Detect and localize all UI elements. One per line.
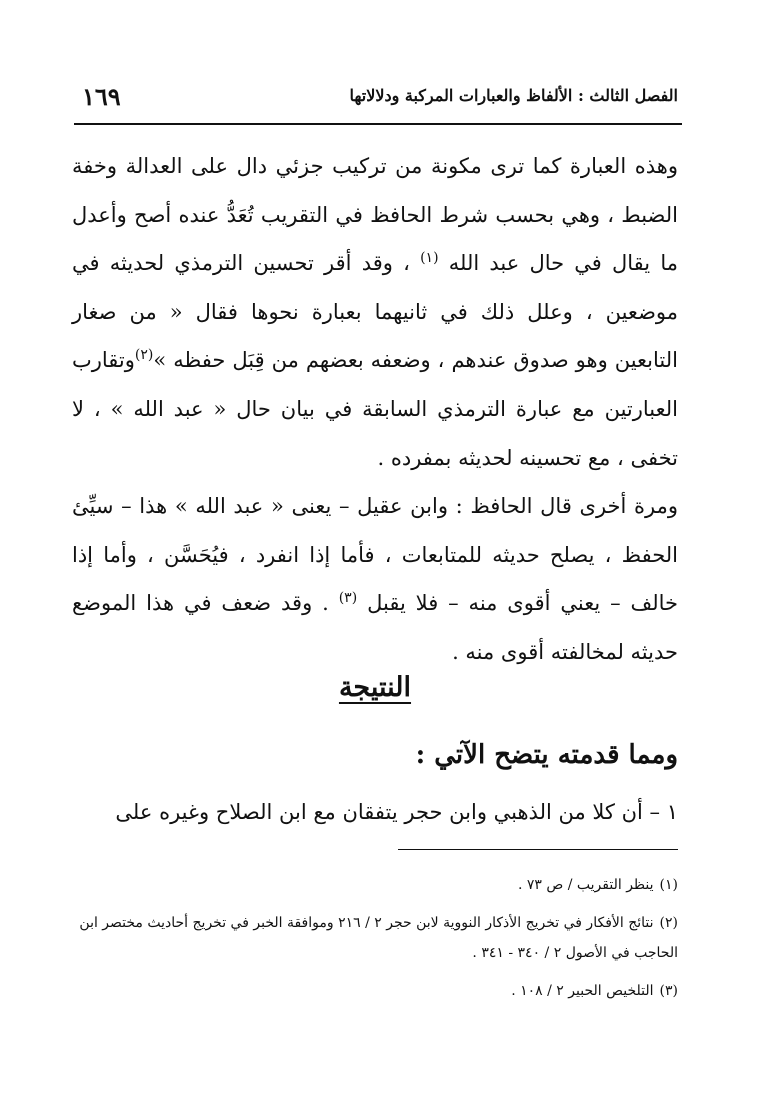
paragraph-1-part-3: وتقارب العبارتين مع عبارة الترمذي السابقة في بيان حال « عبد الله » ، لا تخفى ، مع تحسينه لحديثه بمفرده . (72, 348, 678, 470)
conclusion-point-1: ١ – أن كلا من الذهبي وابن حجر يتفقان مع ابن الصلاح وغيره على (115, 800, 678, 824)
running-header (78, 82, 678, 116)
main-text (72, 142, 678, 677)
paragraph-1 (72, 142, 678, 482)
footnote-1 (72, 870, 678, 900)
footnote-text: ينظر التقريب / ص ٧٣ . (517, 877, 654, 893)
conclusion-lead: ومما قدمته يتضح الآتي : (415, 740, 678, 770)
footnote-number: (٣) (659, 983, 678, 999)
paragraph-2-part-2: . وقد ضعف في هذا الموضع حديثه لمخالفته أقوى منه . (72, 591, 678, 664)
page-number: ١٦٩ (82, 82, 121, 111)
section-heading-text: النتيجة (338, 672, 412, 703)
paragraph-2 (72, 482, 678, 676)
paragraph-2-part-1: ومرة أخرى قال الحافظ : وابن عقيل – يعنى « عبد الله » هذا – سيِّئ الحفظ ، يصلح حديثه للمتابعات ، فأما إذا انفرد ، فيُحَسَّن ، وأما إذا خالف – يعني أقوى منه – فلا يقبل (72, 494, 678, 616)
paragraph-1-part-2: ، وقد أقر تحسين الترمذي لحديثه في موضعين ، وعلل ذلك في ثانيهما بعبارة نحوها فقال « من صغار التابعين وهو صدوق عندهم ، وضعفه بعضهم من قِبَل حفظه » (72, 251, 678, 373)
footnote-rule (398, 849, 678, 850)
footnote-ref-1: (١) (420, 250, 439, 267)
footnote-number: (١) (659, 877, 678, 893)
paragraph-1-part-1: وهذه العبارة كما ترى مكونة من تركيب جزئي دال على العدالة وخفة الضبط ، وهي بحسب شرط الحافظ في التقريب تُعَدُّ عنده أصح وأعدل ما يقال في حال عبد الله (72, 154, 678, 276)
footnote-text: التلخيص الحبير ٢ / ١٠٨ . (511, 983, 654, 999)
chapter-title: الفصل الثالث : الألفاظ والعبارات المركبة ودلالاتها (349, 86, 678, 105)
footnotes (72, 870, 678, 1014)
footnote-3 (72, 976, 678, 1006)
header-rule (74, 123, 682, 125)
footnote-number: (٢) (659, 915, 678, 931)
section-heading (72, 668, 678, 708)
footnote-ref-3: (٣) (338, 590, 358, 607)
footnote-ref-2: (٢) (134, 347, 154, 364)
footnote-2 (72, 908, 678, 968)
footnote-text: نتائج الأفكار في تخريج الأذكار النووية لابن حجر ٢ / ٢١٦ وموافقة الخبر في تخريج أحاديث مختصر ابن الحاجب في الأصول ٢ / ٣٤٠ - ٣٤١ . (79, 915, 678, 961)
